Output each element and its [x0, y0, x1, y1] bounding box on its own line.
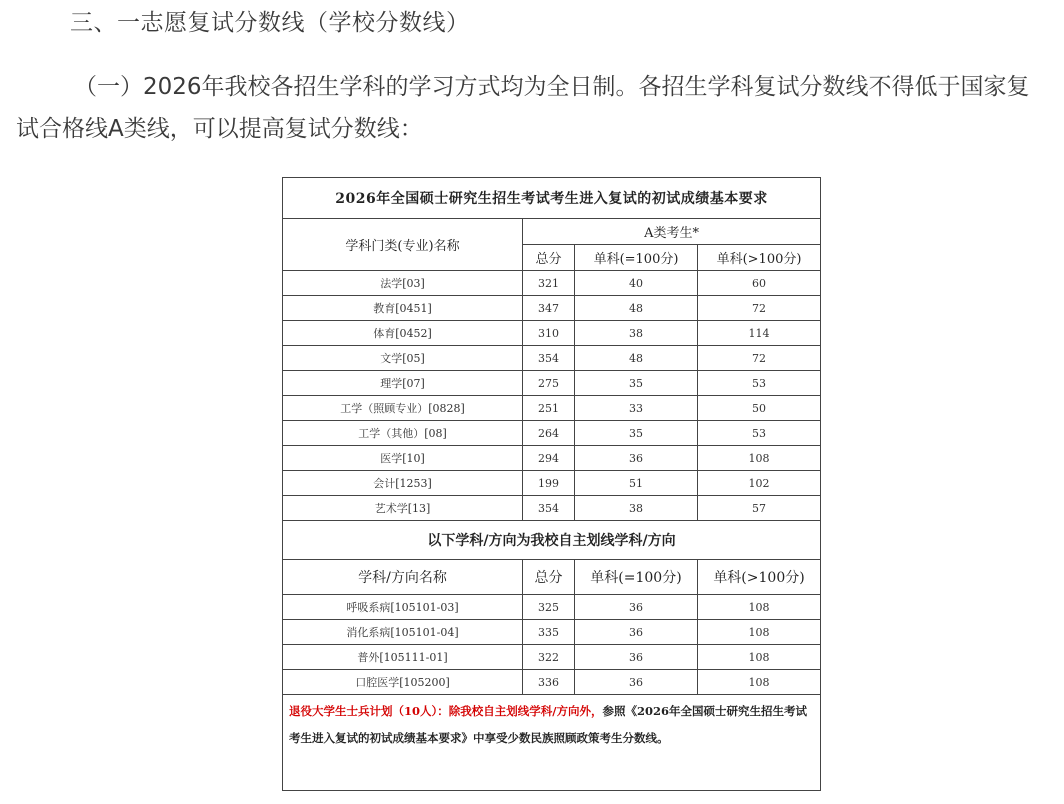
table-footnote [283, 695, 821, 791]
table-row [283, 421, 821, 446]
single-100-cell: 38 [575, 496, 698, 521]
table-row [283, 471, 821, 496]
single-100-cell: 36 [575, 645, 698, 670]
score-table [282, 177, 821, 791]
section2-col-name-header: 学科/方向名称 [283, 560, 523, 595]
section2-col-total-header: 总分 [523, 560, 575, 595]
total-cell: 321 [523, 271, 575, 296]
total-cell: 199 [523, 471, 575, 496]
single-100-cell: 48 [575, 296, 698, 321]
subject-cell: 理学[07] [283, 371, 523, 396]
subject-cell: 体育[0452] [283, 321, 523, 346]
section-heading: 三、一志愿复试分数线（学校分数线） [70, 10, 470, 36]
total-cell: 322 [523, 645, 575, 670]
subject-cell: 文学[05] [283, 346, 523, 371]
score-table-image [282, 177, 820, 791]
col-total-header: 总分 [523, 245, 575, 271]
single-100-cell: 33 [575, 396, 698, 421]
total-cell: 310 [523, 321, 575, 346]
total-cell: 264 [523, 421, 575, 446]
single-gt100-cell: 72 [698, 296, 821, 321]
subject-cell: 法学[03] [283, 271, 523, 296]
subject-cell: 呼吸系病[105101-03] [283, 595, 523, 620]
table-row [283, 346, 821, 371]
subject-cell: 消化系病[105101-04] [283, 620, 523, 645]
table-title: 2026年全国硕士研究生招生考试考生进入复试的初试成绩基本要求 [283, 178, 821, 219]
subject-cell: 教育[0451] [283, 296, 523, 321]
table-row [283, 371, 821, 396]
table-row [283, 595, 821, 620]
single-100-cell: 36 [575, 446, 698, 471]
total-cell: 325 [523, 595, 575, 620]
total-cell: 275 [523, 371, 575, 396]
table-row [283, 496, 821, 521]
single-100-cell: 36 [575, 620, 698, 645]
single-gt100-cell: 53 [698, 371, 821, 396]
subject-cell: 口腔医学[105200] [283, 670, 523, 695]
subject-cell: 会计[1253] [283, 471, 523, 496]
table-row [283, 620, 821, 645]
single-gt100-cell: 108 [698, 670, 821, 695]
single-gt100-cell: 53 [698, 421, 821, 446]
subject-cell: 医学[10] [283, 446, 523, 471]
section2-col-single-gt100-header: 单科(>100分) [698, 560, 821, 595]
single-100-cell: 40 [575, 271, 698, 296]
table-row [283, 645, 821, 670]
total-cell: 251 [523, 396, 575, 421]
single-100-cell: 38 [575, 321, 698, 346]
single-100-cell: 35 [575, 421, 698, 446]
total-cell: 354 [523, 496, 575, 521]
single-100-cell: 35 [575, 371, 698, 396]
single-gt100-cell: 114 [698, 321, 821, 346]
intro-paragraph [16, 66, 1051, 150]
single-gt100-cell: 108 [698, 645, 821, 670]
single-100-cell: 36 [575, 595, 698, 620]
single-gt100-cell: 108 [698, 595, 821, 620]
subject-cell: 普外[105111-01] [283, 645, 523, 670]
group-a-header: A类考生* [523, 219, 821, 245]
single-gt100-cell: 57 [698, 496, 821, 521]
single-gt100-cell: 72 [698, 346, 821, 371]
single-100-cell: 48 [575, 346, 698, 371]
total-cell: 335 [523, 620, 575, 645]
total-cell: 347 [523, 296, 575, 321]
total-cell: 294 [523, 446, 575, 471]
col-subject-header: 学科门类(专业)名称 [283, 219, 523, 271]
table-row [283, 396, 821, 421]
table-row [283, 446, 821, 471]
table-row [283, 321, 821, 346]
single-gt100-cell: 60 [698, 271, 821, 296]
footnote-text: 参照《2026年全国硕士研究生招生考试考生进入复试的初试成绩基本要求》中享受少数民族照顾政策考生分数线。 [289, 704, 807, 745]
single-gt100-cell: 50 [698, 396, 821, 421]
single-100-cell: 36 [575, 670, 698, 695]
subject-cell: 工学（其他）[08] [283, 421, 523, 446]
section2-col-single-100-header: 单科(=100分) [575, 560, 698, 595]
col-single-gt100-header: 单科(>100分) [698, 245, 821, 271]
subject-cell: 艺术学[13] [283, 496, 523, 521]
section2-title: 以下学科/方向为我校自主划线学科/方向 [283, 521, 821, 560]
total-cell: 354 [523, 346, 575, 371]
intro-text: （一）2026年我校各招生学科的学习方式均为全日制。各招生学科复试分数线不得低于国家复试合格线A类线，可以提高复试分数线： [16, 74, 1030, 142]
single-gt100-cell: 108 [698, 620, 821, 645]
total-cell: 336 [523, 670, 575, 695]
table-row [283, 296, 821, 321]
subject-cell: 工学（照顾专业）[0828] [283, 396, 523, 421]
table-row [283, 271, 821, 296]
col-single-100-header: 单科(=100分) [575, 245, 698, 271]
footnote-highlight: 退役大学生士兵计划（10人）：除我校自主划线学科/方向外， [289, 704, 603, 718]
single-100-cell: 51 [575, 471, 698, 496]
single-gt100-cell: 108 [698, 446, 821, 471]
table-row [283, 670, 821, 695]
single-gt100-cell: 102 [698, 471, 821, 496]
